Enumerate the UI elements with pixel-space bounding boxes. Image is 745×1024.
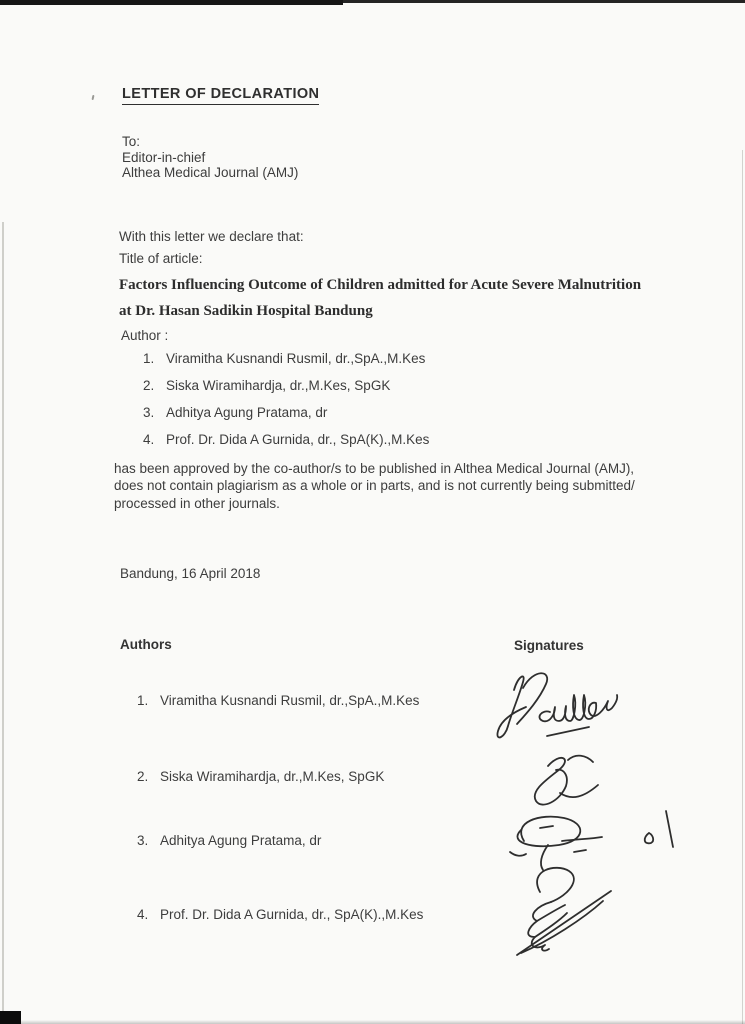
author-number: 3. bbox=[143, 405, 155, 420]
to-label: To: bbox=[122, 134, 141, 149]
signature-row-number: 1. bbox=[137, 693, 149, 708]
author-list-item bbox=[143, 405, 327, 420]
article-title-line-1: Factors Influencing Outcome of Children admitted for Acute Severe Malnutrition bbox=[119, 277, 642, 293]
article-title-label: Title of article: bbox=[119, 251, 203, 266]
signature-row-number: 3. bbox=[137, 833, 149, 848]
declaration-intro: With this letter we declare that: bbox=[119, 229, 304, 244]
signatures-heading: Signatures bbox=[514, 638, 584, 653]
author-list-item bbox=[143, 432, 429, 447]
signature-row-number: 2. bbox=[137, 769, 149, 784]
scan-edge-artifact-right bbox=[742, 150, 744, 1024]
author-name: Prof. Dr. Dida A Gurnida, dr., SpA(K).,M.Kes bbox=[166, 432, 430, 447]
scan-edge-artifact-bottom bbox=[0, 1020, 745, 1024]
author-name: Viramitha Kusnandi Rusmil, dr.,SpA.,M.Kes bbox=[166, 351, 426, 366]
author-list-item bbox=[143, 351, 425, 366]
approval-line-3: processed in other journals. bbox=[114, 495, 280, 511]
author-name: Adhitya Agung Pratama, dr bbox=[166, 405, 328, 420]
signature-4-ink bbox=[486, 860, 621, 960]
article-title-line-2: at Dr. Hasan Sadikin Hospital Bandung bbox=[119, 303, 373, 319]
approval-line-1: has been approved by the co-author/s to be published in Althea Medical Journal (AMJ), bbox=[114, 461, 635, 476]
signature-3-extra-mark bbox=[636, 806, 680, 854]
signature-row-name: Prof. Dr. Dida A Gurnida, dr., SpA(K).,M.Kes bbox=[160, 907, 424, 922]
letter-title: LETTER OF DECLARATION bbox=[122, 86, 319, 105]
signature-row bbox=[137, 833, 321, 848]
signature-1-ink bbox=[490, 662, 625, 754]
approval-paragraph bbox=[114, 460, 635, 512]
author-list-item bbox=[143, 378, 390, 393]
author-number: 1. bbox=[143, 351, 155, 366]
article-title bbox=[119, 272, 641, 324]
date-line: Bandung, 16 April 2018 bbox=[120, 566, 261, 581]
signature-row bbox=[137, 769, 384, 784]
scan-corner-artifact bbox=[0, 1011, 21, 1024]
recipient-block bbox=[122, 134, 298, 181]
author-number: 4. bbox=[143, 432, 155, 447]
signature-row bbox=[137, 907, 423, 922]
scan-edge-artifact-top-left bbox=[0, 0, 343, 5]
approval-line-2: does not contain plagiarism as a whole or in parts, and is not currently being submitted/ bbox=[114, 478, 635, 494]
signature-row bbox=[137, 693, 419, 708]
author-label: Author : bbox=[121, 328, 169, 343]
authors-heading: Authors bbox=[120, 637, 172, 652]
signature-row-name: Siska Wiramihardja, dr.,M.Kes, SpGK bbox=[160, 769, 385, 784]
signature-row-number: 4. bbox=[137, 907, 149, 922]
recipient-role: Editor-in-chief bbox=[122, 149, 206, 165]
scan-edge-artifact-left bbox=[2, 222, 4, 1024]
signature-row-name: Viramitha Kusnandi Rusmil, dr.,SpA.,M.Kes bbox=[160, 693, 420, 708]
author-name: Siska Wiramihardja, dr.,M.Kes, SpGK bbox=[166, 378, 391, 393]
signature-row-name: Adhitya Agung Pratama, dr bbox=[160, 833, 322, 848]
recipient-journal: Althea Medical Journal (AMJ) bbox=[122, 165, 299, 181]
author-number: 2. bbox=[143, 378, 155, 393]
scan-speckle bbox=[92, 95, 95, 100]
signature-2-ink bbox=[510, 748, 605, 814]
